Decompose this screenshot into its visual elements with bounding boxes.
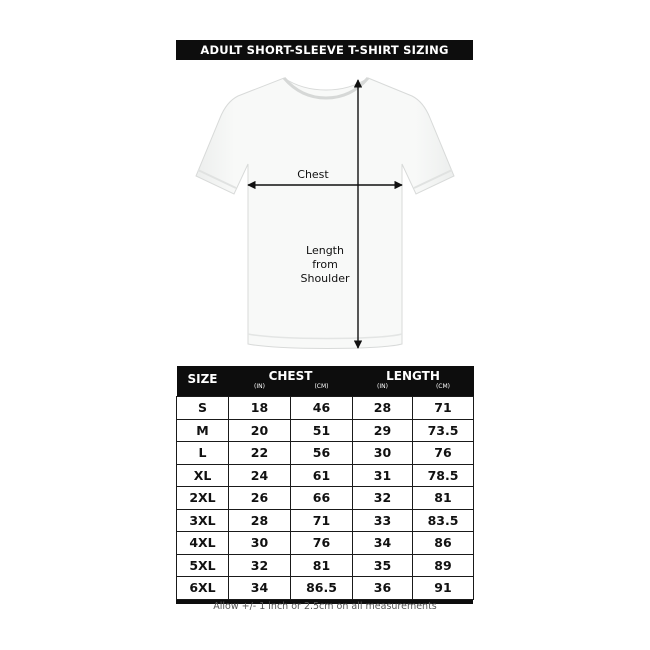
measurement-note: Allow +/- 1 inch or 2.5cm on all measurements xyxy=(213,601,437,612)
length-in-cell: 30 xyxy=(353,442,413,465)
chest-cm-cell: 51 xyxy=(291,419,353,442)
size-table xyxy=(176,366,474,600)
length-cm-cell: 83.5 xyxy=(413,509,474,532)
size-cell: XL xyxy=(177,464,229,487)
chest-in-cell: 20 xyxy=(229,419,291,442)
chest-cm-cell: 56 xyxy=(291,442,353,465)
size-cell: M xyxy=(177,419,229,442)
table-row xyxy=(177,442,474,465)
chest-cm-cell: 86.5 xyxy=(291,577,353,600)
length-cm-unit: (CM) xyxy=(413,383,474,397)
chest-cm-unit: (CM) xyxy=(291,383,353,397)
table-row xyxy=(177,397,474,420)
chest-in-cell: 22 xyxy=(229,442,291,465)
tshirt-shape xyxy=(196,78,454,349)
length-in-cell: 36 xyxy=(353,577,413,600)
chest-in-cell: 26 xyxy=(229,487,291,510)
length-in-cell: 32 xyxy=(353,487,413,510)
chest-in-cell: 18 xyxy=(229,397,291,420)
table-row xyxy=(177,532,474,555)
size-cell: 5XL xyxy=(177,554,229,577)
chart-title: ADULT SHORT-SLEEVE T-SHIRT SIZING xyxy=(176,40,473,60)
length-in-cell: 34 xyxy=(353,532,413,555)
chest-in-cell: 28 xyxy=(229,509,291,532)
table-row xyxy=(177,554,474,577)
length-cm-cell: 89 xyxy=(413,554,474,577)
length-in-cell: 33 xyxy=(353,509,413,532)
length-in-cell: 29 xyxy=(353,419,413,442)
chest-in-cell: 34 xyxy=(229,577,291,600)
length-cm-cell: 78.5 xyxy=(413,464,474,487)
length-column-header: LENGTH xyxy=(353,366,474,383)
size-cell: 4XL xyxy=(177,532,229,555)
length-cm-cell: 81 xyxy=(413,487,474,510)
table-row xyxy=(177,464,474,487)
size-cell: L xyxy=(177,442,229,465)
chest-cm-cell: 76 xyxy=(291,532,353,555)
chest-in-cell: 30 xyxy=(229,532,291,555)
chest-in-cell: 32 xyxy=(229,554,291,577)
chest-column-header: CHEST xyxy=(229,366,353,383)
table-row xyxy=(177,509,474,532)
length-label: Length from Shoulder xyxy=(300,244,350,285)
chest-in-cell: 24 xyxy=(229,464,291,487)
size-cell: 3XL xyxy=(177,509,229,532)
length-in-cell: 31 xyxy=(353,464,413,487)
chest-cm-cell: 46 xyxy=(291,397,353,420)
chest-cm-cell: 61 xyxy=(291,464,353,487)
chest-cm-cell: 66 xyxy=(291,487,353,510)
table-row xyxy=(177,487,474,510)
chest-cm-cell: 71 xyxy=(291,509,353,532)
size-table-body xyxy=(177,397,474,600)
length-cm-cell: 76 xyxy=(413,442,474,465)
tshirt-illustration xyxy=(180,68,472,360)
chest-label: Chest xyxy=(297,168,329,181)
length-cm-cell: 91 xyxy=(413,577,474,600)
length-in-cell: 28 xyxy=(353,397,413,420)
tshirt-diagram xyxy=(180,68,472,360)
size-table-container xyxy=(176,366,473,604)
length-cm-cell: 86 xyxy=(413,532,474,555)
length-in-unit: (IN) xyxy=(353,383,413,397)
length-cm-cell: 71 xyxy=(413,397,474,420)
size-cell: 6XL xyxy=(177,577,229,600)
length-in-cell: 35 xyxy=(353,554,413,577)
size-cell: 2XL xyxy=(177,487,229,510)
table-row xyxy=(177,577,474,600)
length-cm-cell: 73.5 xyxy=(413,419,474,442)
size-cell: S xyxy=(177,397,229,420)
chest-in-unit: (IN) xyxy=(229,383,291,397)
size-column-header: SIZE xyxy=(177,366,229,397)
table-row xyxy=(177,419,474,442)
chest-cm-cell: 81 xyxy=(291,554,353,577)
table-header-row xyxy=(177,366,474,383)
